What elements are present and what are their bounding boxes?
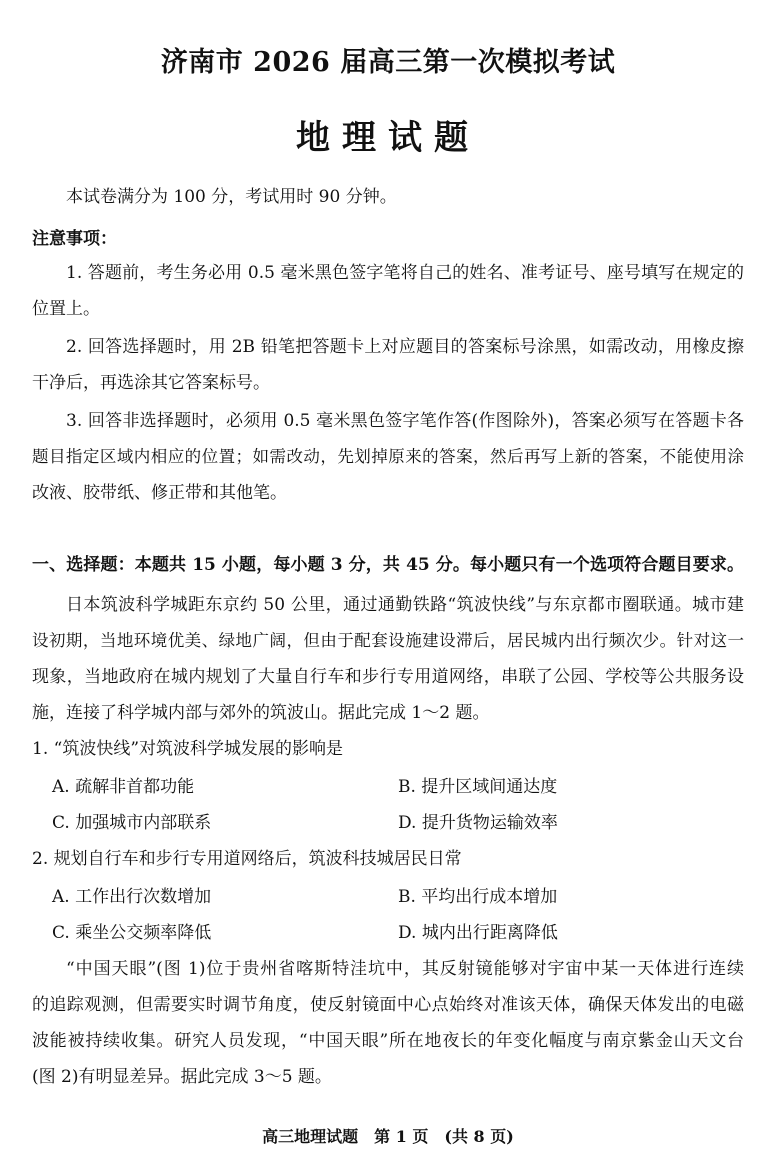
notice-item-2-cont: 干净后，再选涂其它答案标号。	[32, 373, 270, 393]
passage-1-cont: 现象，当地政府在城内规划了大量自行车和步行专用道网络，串联了公园、学校等公共服务设	[32, 667, 744, 687]
passage-2-cont: 的追踪观测，但需要实时调节角度，使反射镜面中心点始终对准该天体，确保天体发出的电磁	[32, 995, 744, 1015]
subject-title: 地理试题	[296, 118, 480, 158]
question-1-option-a: A. 疏解非首都功能	[52, 777, 195, 797]
passage-1: 日本筑波科学城距东京约 50 公里，通过通勤铁路“筑波快线”与东京都市圈联通。城市建	[66, 595, 744, 615]
question-1-stem: 1. “筑波快线”对筑波科学城发展的影响是	[32, 739, 344, 759]
notice-item-3-cont: 题目指定区域内相应的位置；如需改动，先划掉原来的答案，然后再写上新的答案，不能使用涂	[32, 447, 744, 466]
exam-title: 济南市 2026 届高三第一次模拟考试	[160, 47, 616, 78]
question-2-option-b: B. 平均出行成本增加	[398, 887, 558, 907]
intro-text: 本试卷满分为 100 分，考试用时 90 分钟。	[66, 187, 397, 207]
notice-item-3-cont2: 改液、胶带纸、修正带和其他笔。	[32, 483, 287, 503]
question-1-option-d: D. 提升货物运输效率	[398, 813, 558, 833]
question-2-option-d: D. 城内出行距离降低	[398, 923, 558, 943]
notice-item-2: 2. 回答选择题时，用 2B 铅笔把答题卡上对应题目的答案标号涂黑，如需改动，用橡皮擦	[66, 337, 744, 357]
passage-2-cont: (图 2)有明显差异。据此完成 3～5 题。	[32, 1067, 332, 1087]
passage-2-cont: 波能被持续收集。研究人员发现，“中国天眼”所在地夜长的年变化幅度与南京紫金山天文台	[32, 1031, 744, 1051]
page-footer: 高三地理试题 第 1 页 (共 8 页)	[262, 1127, 514, 1146]
question-2-option-a: A. 工作出行次数增加	[52, 887, 212, 907]
notice-heading: 注意事项：	[32, 229, 117, 249]
passage-1-cont: 设初期，当地环境优美、绿地广阔，但由于配套设施建设滞后，居民城内出行频次少。针对这一	[32, 631, 744, 650]
passage-2: “中国天眼”(图 1)位于贵州省喀斯特洼坑中，其反射镜能够对宇宙中某一天体进行连续	[66, 959, 744, 979]
passage-1-cont: 施，连接了科学城内部与郊外的筑波山。据此完成 1～2 题。	[32, 703, 490, 723]
question-2-stem: 2. 规划自行车和步行专用道网络后，筑波科技城居民日常	[32, 849, 462, 869]
notice-item-3: 3. 回答非选择题时，必须用 0.5 毫米黑色签字笔作答(作图除外)，答案必须写在答题卡各	[66, 411, 744, 431]
section-heading: 一、选择题：本题共 15 小题，每小题 3 分，共 45 分。每小题只有一个选项符合题目要求。	[32, 555, 744, 575]
question-1-option-b: B. 提升区域间通达度	[398, 777, 558, 797]
question-1-option-c: C. 加强城市内部联系	[52, 813, 212, 833]
question-2-option-c: C. 乘坐公交频率降低	[52, 923, 212, 943]
notice-item-1: 1. 答题前，考生务必用 0.5 毫米黑色签字笔将自己的姓名、准考证号、座号填写在规定的	[66, 263, 744, 283]
notice-item-1-cont: 位置上。	[32, 299, 100, 319]
